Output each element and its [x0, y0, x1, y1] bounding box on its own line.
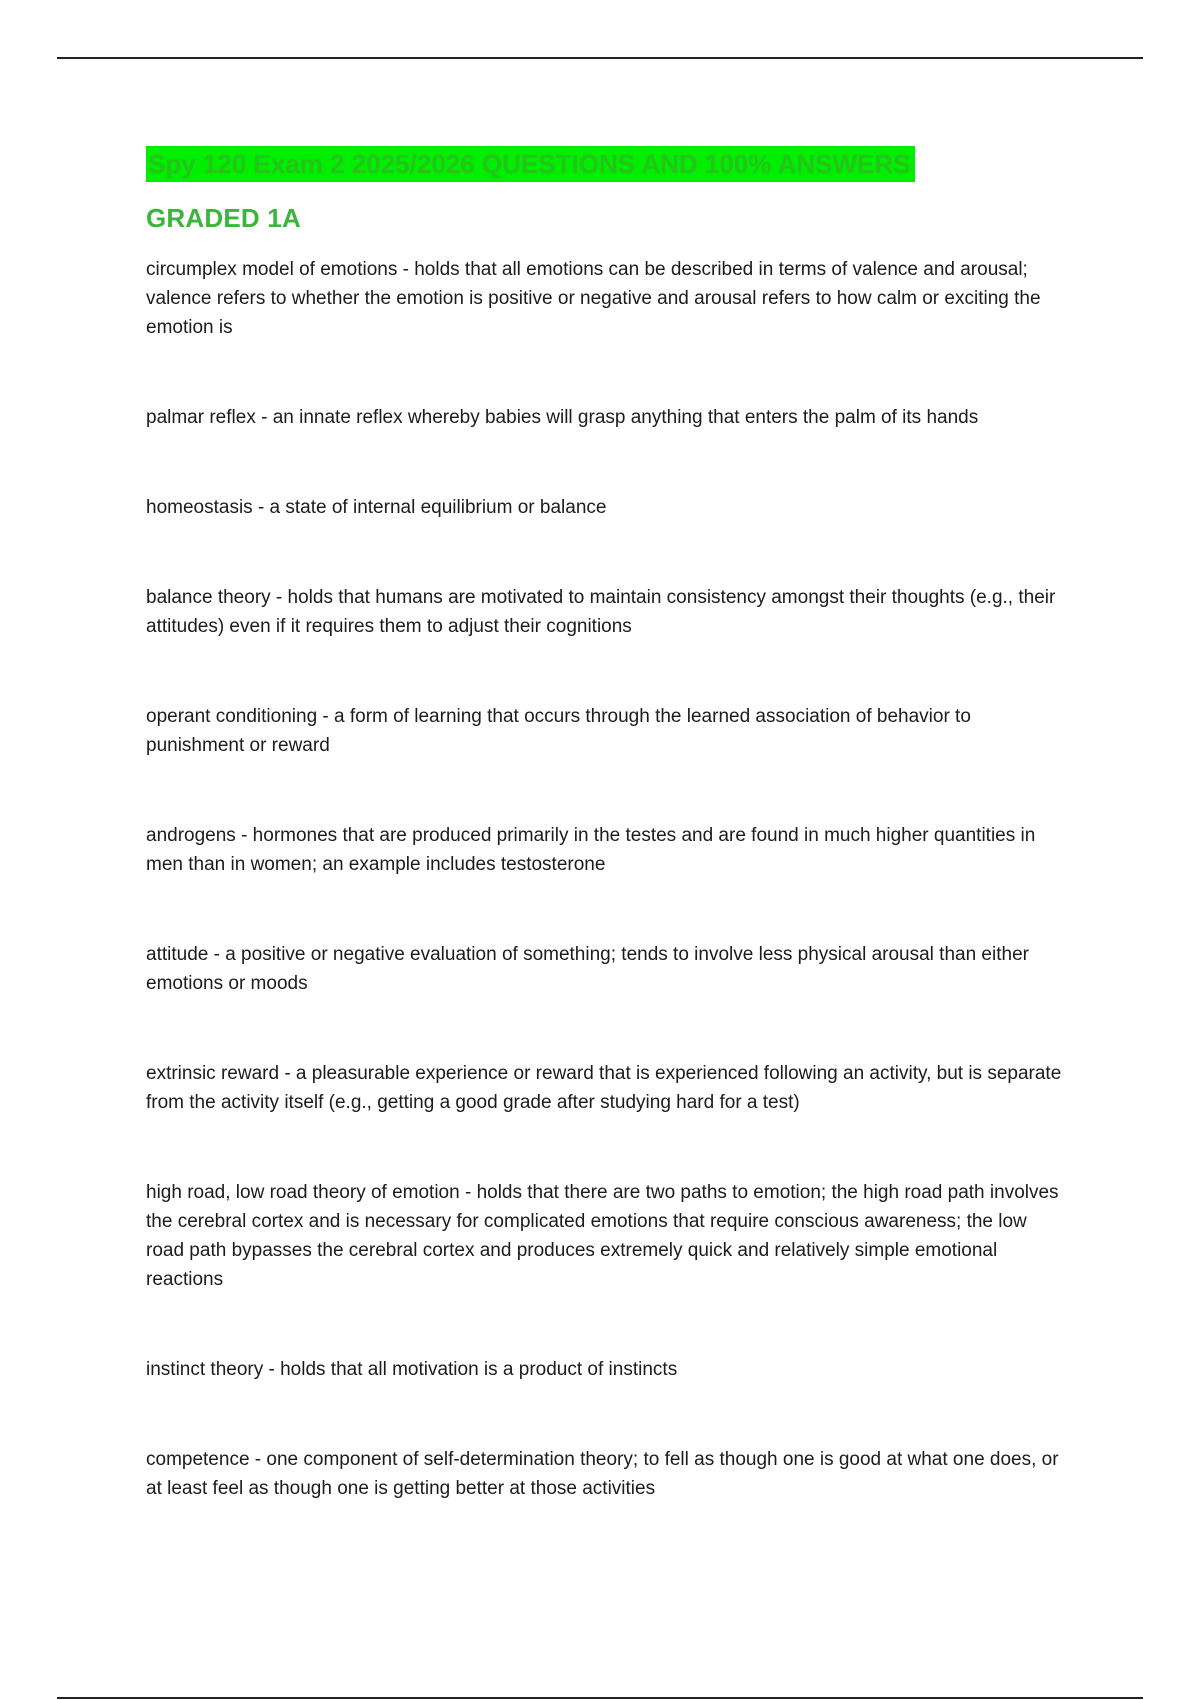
header-rule: [57, 57, 1143, 59]
entry-homeostasis: homeostasis - a state of internal equilibrium or balance: [146, 497, 607, 518]
footer-rule: [57, 1697, 1143, 1699]
document-title: Spy 120 Exam 2 2025/2026 QUESTIONS AND 100% ANSWERS: [146, 146, 915, 182]
entry-competence: competence - one component of self-determination theory; to fell as though one is good at what one does, or at least feel as though one is getting better at those activities: [146, 1449, 1059, 1499]
entry-circumplex-model: circumplex model of emotions - holds that all emotions can be described in terms of valence and arousal; valence refers to whether the emotion is positive or negative and arousal refers to how calm or exciting the emotion is: [146, 259, 1041, 338]
entry-operant-conditioning: operant conditioning - a form of learning that occurs through the learned association of behavior to punishment or reward: [146, 706, 971, 756]
entry-androgens: androgens - hormones that are produced primarily in the testes and are found in much higher quantities in men than in women; an example includes testosterone: [146, 825, 1036, 875]
entry-extrinsic-reward: extrinsic reward - a pleasurable experience or reward that is experienced following an activity, but is separate from the activity itself (e.g., getting a good grade after studying hard for a test): [146, 1063, 1062, 1113]
title-block: [146, 146, 1046, 234]
entry-instinct-theory: instinct theory - holds that all motivation is a product of instincts: [146, 1359, 678, 1380]
entry-attitude: attitude - a positive or negative evaluation of something; tends to involve less physical arousal than either emotions or moods: [146, 944, 1029, 994]
entry-list: [146, 255, 1066, 1564]
entry-balance-theory: balance theory - holds that humans are motivated to maintain consistency amongst their thoughts (e.g., their attitudes) even if it requires them to adjust their cognitions: [146, 587, 1056, 637]
entry-palmar-reflex: palmar reflex - an innate reflex whereby babies will grasp anything that enters the palm of its hands: [146, 407, 979, 428]
entry-high-road-low-road: high road, low road theory of emotion - holds that there are two paths to emotion; the high road path involves the cerebral cortex and is necessary for complicated emotions that require conscious awareness; the low road path bypasses the cerebral cortex and produces extremely quick and relatively simple emotional reactions: [146, 1182, 1059, 1290]
document-subtitle: GRADED 1A: [146, 203, 301, 233]
